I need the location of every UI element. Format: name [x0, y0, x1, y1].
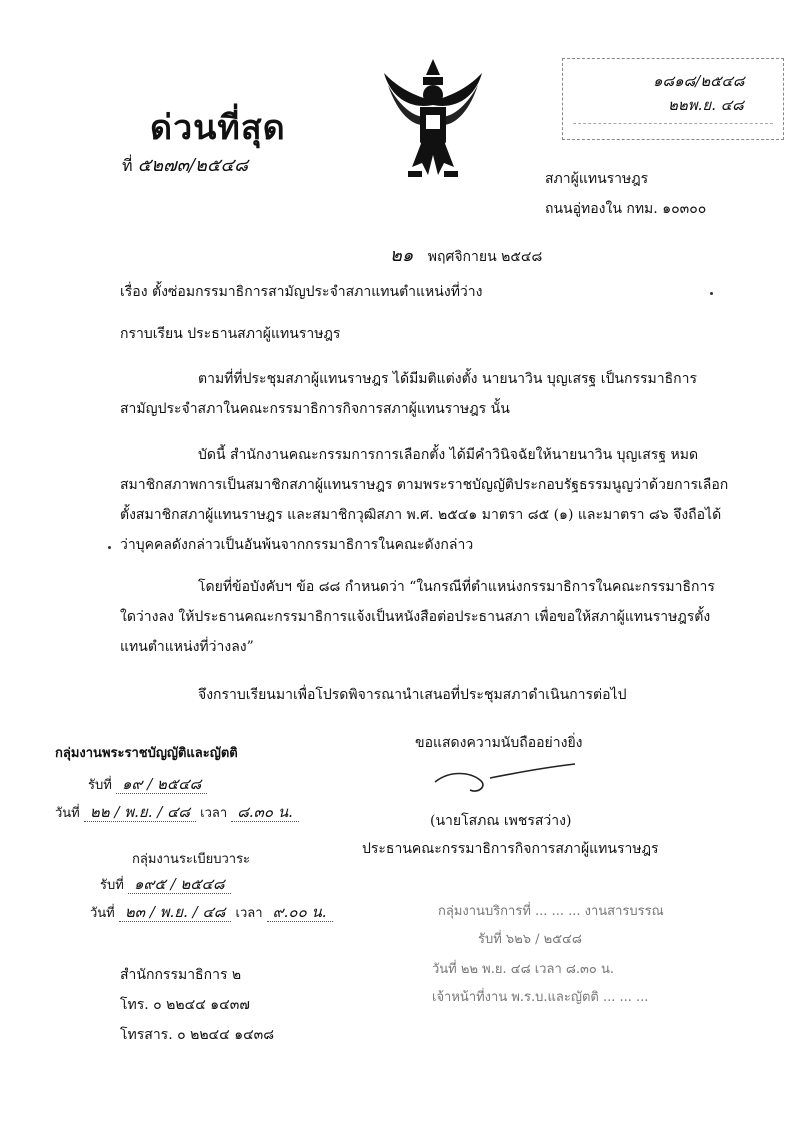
sender-address-line2: ถนนอู่ทองใน กทม. ๑๐๓๐๐ [545, 201, 707, 217]
document-number [122, 150, 248, 179]
subject-line: เรื่อง ตั้งซ่อมกรรมาธิการสามัญประจำสภาแทนตำแหน่งที่ว่าง [120, 284, 483, 300]
body-paragraph-2 [120, 440, 730, 560]
body-paragraph-4: จึงกราบเรียนมาเพื่อโปรดพิจารณานำเสนอที่ประชุมสภาดำเนินการต่อไป [198, 687, 627, 703]
receipt-time-label: เวลา [200, 806, 228, 821]
body-paragraph-3 [120, 572, 730, 662]
garuda-emblem-icon [378, 55, 488, 185]
letter-date-day: ๒๑ [390, 245, 414, 266]
receipt-time-value: ๘.๓๐ น. [231, 803, 299, 822]
urgency-heading: ด่วนที่สุด [150, 108, 286, 148]
agenda-time-label: เวลา [235, 906, 263, 921]
letter-date [390, 240, 542, 269]
registration-stamp [562, 58, 784, 140]
receipt-date-value: ๒๒ / พ.ย. / ๔๘ [84, 803, 196, 822]
signer-position: ประธานคณะกรรมาธิการกิจการสภาผู้แทนราษฎร [362, 841, 659, 857]
agenda-date-label: วันที่ [90, 906, 115, 921]
faded-stamp-line4: เจ้าหน้าที่งาน พ.ร.บ.และญัตติ ... ... ... [432, 990, 649, 1005]
receipt-stamp-date [55, 800, 299, 824]
closing-line: ขอแสดงความนับถืออย่างยิ่ง [415, 735, 583, 751]
agenda-number-value: ๑๙๕ / ๒๕๔๘ [128, 875, 231, 894]
faded-stamp-line1: กลุ่มงานบริการที่ ... ... ... งานสารบรรณ [438, 904, 664, 919]
signature-mark [430, 760, 580, 800]
signer-name: (นายโสภณ เพชรสว่าง) [430, 813, 572, 829]
footer-telephone: โทร. ๐ ๒๒๔๔ ๑๔๓๗ [120, 997, 250, 1013]
agenda-stamp-number [100, 872, 231, 896]
agenda-stamp-date [90, 900, 333, 924]
agenda-date-value: ๒๓ / พ.ย. / ๔๘ [119, 903, 231, 922]
paragraph-3-text: โดยที่ข้อบังคับฯ ข้อ ๘๘ กำหนดว่า “ในกรณีที่ตำแหน่งกรรมาธิการในคณะกรรมาธิการใดว่างลง ให้ประธานคณะกรรมาธิการแจ้งเป็นหนังสือต่อประธานสภา เพื่อขอให้สภาผู้แทนราษฎรตั้งแทนตำแหน่งที่ว่างลง” [120, 579, 715, 655]
body-paragraph-1 [120, 364, 730, 424]
receipt-number-value: ๑๙ / ๒๕๔๘ [116, 775, 207, 794]
document-number-prefix: ที่ [122, 156, 133, 175]
scan-speck [108, 546, 111, 549]
salutation-line: กราบเรียน ประธานสภาผู้แทนราษฎร [120, 326, 341, 342]
document-number-value: ๕๒๗๓/๒๕๔๘ [137, 155, 249, 176]
receipt-date-label: วันที่ [55, 806, 80, 821]
receipt-number-label: รับที่ [88, 778, 112, 793]
registration-number: ๑๘๑๘/๒๕๔๘ [653, 72, 745, 90]
footer-office: สำนักกรรมาธิการ ๒ [120, 967, 242, 983]
stamp-divider [573, 123, 773, 124]
footer-fax: โทรสาร. ๐ ๒๒๔๔ ๑๔๓๘ [120, 1027, 275, 1043]
sender-address-line1: สภาผู้แทนราษฎร [545, 171, 649, 187]
receipt-stamp-office: กลุ่มงานพระราชบัญญัติและญัตติ [55, 746, 238, 761]
paragraph-1-text: ตามที่ที่ประชุมสภาผู้แทนราษฎร ได้มีมติแต่งตั้ง นายนาวิน บุญเสรฐ เป็นกรรมาธิการสามัญประจำสภาในคณะกรรมาธิการกิจการสภาผู้แทนราษฎร นั้น [120, 371, 697, 417]
paragraph-2-text: บัดนี้ สำนักงานคณะกรรมการการเลือกตั้ง ได้มีคำวินิจฉัยให้นายนาวิน บุญเสรฐ หมดสมาชิกสภาพการเป็นสมาชิกสภาผู้แทนราษฎร ตามพระราชบัญญัติประกอบรัฐธรรมนูญว่าด้วยการเลือกตั้งสมาชิกสภาผู้แทนราษฎร และสมาชิกวุฒิสภา พ.ศ. ๒๕๔๑ มาตรา ๘๕ (๑) และมาตรา ๘๖ จึงถือได้ว่าบุคคลดังกล่าวเป็นอันพ้นจากกรรมาธิการในคณะดังกล่าว [120, 447, 729, 553]
faded-stamp-line3: วันที่ ๒๒ พ.ย. ๔๘ เวลา ๘.๓๐ น. [432, 962, 615, 977]
letter-date-month-year: พฤศจิกายน ๒๕๔๘ [427, 249, 543, 265]
agenda-number-label: รับที่ [100, 878, 124, 893]
receipt-stamp-number [88, 772, 207, 796]
scan-speck [710, 292, 713, 295]
agenda-time-value: ๙.๐๐ น. [267, 903, 333, 922]
agenda-stamp-office: กลุ่มงานระเบียบวาระ [132, 852, 251, 867]
faded-stamp-line2: รับที่ ๖๒๖ / ๒๕๔๘ [478, 932, 582, 947]
registration-date: ๒๒พ.ย. ๔๘ [668, 96, 744, 114]
